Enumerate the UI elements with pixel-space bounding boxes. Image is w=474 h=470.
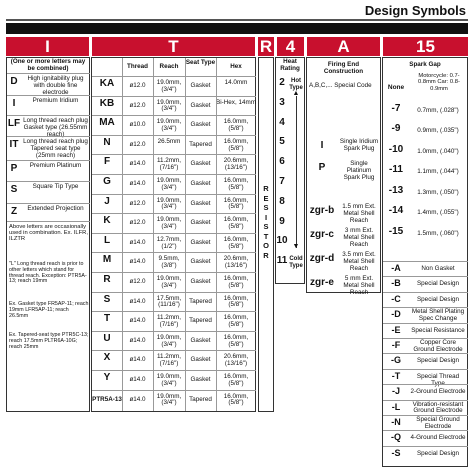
row-divider <box>92 252 256 253</box>
gap-code: -9 <box>391 123 401 134</box>
row-divider <box>92 154 256 155</box>
gap-value: 1.5mm, (.060") <box>417 229 459 237</box>
thread-code: N <box>103 136 111 148</box>
heat-value: 7 <box>279 176 285 187</box>
row-divider <box>383 323 468 324</box>
resistor-letter: I <box>264 212 268 222</box>
reach-value: 19.0mm, (3/4") <box>156 392 182 407</box>
thread-value: ø12.0 <box>129 140 146 148</box>
letter-description: Long thread reach plug Tapered seat type (25mm reach) <box>23 138 88 159</box>
reach-value: 19.0mm, (3/4") <box>156 275 182 289</box>
row-divider <box>7 221 90 222</box>
firing-description: Single Iridium Spark Plug <box>339 138 379 152</box>
thread-value: ø14.0 <box>129 258 146 266</box>
thread-code: K <box>103 215 111 227</box>
suffix-description: Special Design <box>416 449 459 457</box>
suffix-code: -E <box>391 324 401 335</box>
row-divider <box>92 370 256 371</box>
thread-code: M <box>102 254 112 266</box>
row-divider <box>383 292 468 293</box>
thread-value: ø12.0 <box>129 82 146 89</box>
thread-code: MA <box>99 117 115 129</box>
seat-value: Gasket <box>190 356 211 364</box>
row-divider <box>7 136 90 137</box>
row-divider <box>383 430 468 431</box>
note-long-thread: "L" Long thread reach is prior to other letters which stand for thread reach. Exception: PTR5A-13; reach 19mm <box>9 261 87 285</box>
thread-code: T <box>103 313 111 325</box>
gap-value: 1.4mm, (.055") <box>417 209 459 216</box>
thread-value: ø14.0 <box>129 160 146 168</box>
letter-code: P <box>10 163 18 174</box>
hot-type-label: Hot Type <box>289 78 303 91</box>
thread-code: G <box>103 176 111 187</box>
firing-code: zgr-e <box>310 277 334 288</box>
firing-code: zgr-d <box>309 253 335 264</box>
suffix-description: 4-Ground Electrode <box>410 434 466 442</box>
suffix-description: Vibration-resistant Ground Electrode <box>412 400 464 415</box>
heat-value: 2 <box>279 77 285 88</box>
reach-value: 9.5mm, (3/8") <box>158 255 180 270</box>
thread-value: ø14.0 <box>129 317 146 325</box>
resistor-letter: R <box>263 184 269 193</box>
thread-value: ø12.0 <box>129 278 146 285</box>
letter-description: Premium Platinum <box>29 162 82 169</box>
heat-value: 6 <box>279 156 285 168</box>
firing-description: 5 mm Ext. Metal Shell Reach <box>343 275 375 296</box>
letter-code: D <box>10 76 18 87</box>
thread-code: Y <box>103 372 111 383</box>
hex-value: 16.0mm, (5/8") <box>223 216 249 230</box>
suffix-description: Copper Core Ground Electrode <box>413 339 463 353</box>
reach-value: 12.7mm, (1/2") <box>156 235 182 250</box>
row-divider <box>92 96 256 97</box>
letter-description: Premium Iridium <box>32 97 79 104</box>
resistor-letter: E <box>263 193 269 203</box>
gap-code: -11 <box>389 164 403 175</box>
thread-code: X <box>103 352 111 364</box>
thread-value: ø14.0 <box>129 336 146 344</box>
hex-value: 16.0mm, (5/8") <box>223 333 249 348</box>
header-letter-A: A <box>307 37 380 56</box>
row-divider <box>7 160 90 161</box>
thread-code: PTR5A-13 <box>92 395 122 403</box>
reach-value: 19.0mm, (3/4") <box>156 333 182 348</box>
title-rule <box>6 19 468 21</box>
suffix-description: Special Resistance <box>411 326 465 334</box>
row-divider <box>92 213 256 214</box>
reach-value: 19.0mm, (3/4") <box>156 216 182 230</box>
reach-value: 11.2mm, (7/16") <box>156 314 182 328</box>
gap-code: -10 <box>388 143 404 155</box>
letter-code: I <box>12 98 16 109</box>
seat-value: Gasket <box>190 180 211 187</box>
firing-description: Single Platinum Spark Plug <box>343 160 375 181</box>
thread-value: ø14.0 <box>129 395 146 403</box>
cold-type-label: Cold Type <box>289 256 303 269</box>
hex-value: 16.0mm, (5/8") <box>223 314 249 328</box>
row-divider <box>92 390 256 391</box>
seat-value: Gasket <box>190 101 211 109</box>
header-letter-4: 4 <box>277 37 304 56</box>
row-divider <box>383 384 468 385</box>
seat-value: Gasket <box>190 238 211 246</box>
seat-value: Tapered <box>189 317 212 325</box>
firing-code: I <box>320 140 324 151</box>
column-divider <box>122 58 123 411</box>
hex-value: 16.0mm, (5/8") <box>223 137 249 152</box>
suffix-description: Special Design <box>416 295 459 303</box>
letter-code: LF <box>7 118 21 129</box>
suffix-description: Metal Shell Plating Spec Change <box>411 308 465 322</box>
reach-value: 11.2mm, (7/16") <box>156 157 182 172</box>
suffix-code: -D <box>391 309 401 320</box>
seat-value: Tapered <box>189 395 212 403</box>
suffix-description: Non Gasket <box>421 265 455 272</box>
hex-value: 16.0mm, (5/8") <box>223 275 249 289</box>
gap-value: 1.1mm, (.044") <box>417 168 459 175</box>
hex-value: 16.0mm, (5/8") <box>223 118 249 132</box>
letter-description: Long thread reach plug Gasket type (26.55mm reach) <box>23 117 88 138</box>
thread-value: ø12.0 <box>129 219 146 227</box>
heat-value: 9 <box>279 215 285 227</box>
suffix-code: -F <box>391 340 401 350</box>
row-divider <box>383 446 468 447</box>
thread-value: ø14.0 <box>129 238 146 246</box>
suffix-description: 2-Ground Electrode <box>410 388 466 396</box>
thread-value: ø14.0 <box>129 297 146 305</box>
gap-code: -15 <box>388 225 404 237</box>
heat-rating-heading: Heat Rating <box>280 58 300 72</box>
suffix-code: -C <box>391 293 401 304</box>
resistor-letter: S <box>263 203 269 212</box>
seat-value: Gasket <box>190 160 211 168</box>
note-gasket-example: Ex. Gasket type FR5AP-11; reach 19mm LFR5AP-11; reach 26.5mm <box>9 301 89 319</box>
row-divider <box>7 203 90 204</box>
firing-end-heading: Firing End Construction <box>323 61 364 75</box>
suffix-code: -J <box>391 386 400 397</box>
row-divider <box>7 95 90 96</box>
letter-description: Extended Projection <box>27 205 84 212</box>
suffix-code: -B <box>391 278 401 289</box>
seat-value: Tapered <box>189 140 212 148</box>
resistor-letter: R <box>263 250 269 260</box>
row-divider <box>383 261 468 262</box>
special-code: A,B,C,... Special Code <box>309 82 372 89</box>
reach-value: 19.0mm, (3/4") <box>156 177 182 191</box>
hex-value: 16.0mm, (5/8") <box>223 294 249 309</box>
column-divider <box>153 58 154 411</box>
row-divider <box>383 369 468 370</box>
reach-value: 17.5mm, (11/16") <box>156 294 182 309</box>
gap-value: 1.0mm, (.040") <box>417 147 459 155</box>
row-divider <box>92 331 256 332</box>
suffix-description: Special Design <box>416 357 459 365</box>
hex-value: 20.6mm, (13/16") <box>223 255 249 270</box>
thread-value: ø12.0 <box>129 101 146 109</box>
firing-description: 1.5 mm Ext. Metal Shell Reach <box>342 203 376 224</box>
reach-value: 19.0mm, (3/4") <box>156 98 182 113</box>
thread-code: S <box>103 293 111 305</box>
letter-description: High ignitability plug with double fine electrode <box>27 75 84 96</box>
arrow-up-icon: ▲ <box>292 90 300 97</box>
heat-value: 5 <box>279 136 285 148</box>
gap-code: -14 <box>388 205 404 216</box>
suffix-code: -N <box>391 417 401 427</box>
spark-gap-heading: Spark Gap <box>409 61 441 68</box>
note-combination: Above letters are occasionally used in combination. Ex. ILFR, ILZTR <box>9 224 88 243</box>
gap-code: -13 <box>388 184 404 196</box>
heat-value: 8 <box>279 195 285 207</box>
gap-code: -7 <box>391 102 401 114</box>
row-divider <box>92 135 256 136</box>
letter-column-heading: (One or more letters may be combined) <box>10 58 86 72</box>
note-tapered-example: Ex. Tapered-seat type PTR5C-13; reach 17.5mm PLTR6A-10G; reach 25mm <box>9 332 89 350</box>
seat-value: Gasket <box>190 219 211 227</box>
hex-value: 16.0mm, (5/8") <box>223 373 249 387</box>
thread-value: ø12.0 <box>129 199 146 207</box>
reach-value: 19.0mm, (3/4") <box>156 118 182 132</box>
gap-value: 1.3mm, (.050") <box>417 188 459 196</box>
row-divider <box>92 233 256 234</box>
column-divider <box>185 58 186 411</box>
seat-value: Gasket <box>190 121 211 129</box>
suffix-code: -L <box>391 401 401 412</box>
reach-value: 26.5mm <box>157 137 181 145</box>
row-divider <box>383 276 468 277</box>
row-divider <box>7 115 90 116</box>
suffix-code: -G <box>391 355 401 366</box>
hex-value: 16.0mm, (5/8") <box>223 392 249 407</box>
hex-value: 16.0mm, (5/8") <box>223 235 249 250</box>
header-letter-T: T <box>92 37 255 56</box>
thread-code: R <box>103 274 111 285</box>
row-divider <box>383 353 468 354</box>
suffix-description: Special Design <box>416 280 459 288</box>
reach-value: 19.0mm, (3/4") <box>156 196 182 211</box>
row-divider <box>92 76 256 77</box>
thread-value: ø14.0 <box>129 180 146 187</box>
row-divider <box>92 115 256 116</box>
thread-header: Thread <box>127 63 148 70</box>
column-divider <box>216 58 217 411</box>
seat-value: Tapered <box>189 297 212 305</box>
heat-value: 11 <box>276 255 288 267</box>
suffix-code: -T <box>391 370 401 381</box>
row-divider <box>92 174 256 175</box>
reach-value: 19.0mm, (3/4") <box>156 79 182 93</box>
hex-header: Hex <box>230 63 242 70</box>
header-letter-15: 15 <box>383 37 468 56</box>
hex-value: 16.0mm, (5/8") <box>223 177 249 191</box>
page-title: Design Symbols <box>364 3 466 18</box>
thread-code: L <box>103 234 111 246</box>
seat-value: Gasket <box>190 82 211 89</box>
seat-value: Gasket <box>190 278 211 285</box>
header-letter-I: I <box>6 37 89 56</box>
row-divider <box>7 73 90 74</box>
firing-code: zgr-c <box>310 229 334 240</box>
heat-value: 10 <box>276 235 288 247</box>
hex-value: 16.0mm, (5/8") <box>223 196 249 211</box>
firing-description: 3 mm Ext. Metal Shell Reach <box>343 227 375 248</box>
heat-arrow-line <box>296 96 297 248</box>
letter-description: Square Tip Type <box>32 183 79 190</box>
reach-value: 19.0mm, (3/4") <box>156 373 182 387</box>
motorcycle-car-gap: Motorcycle: 0.7-0.8mm Car: 0.8-0.9mm <box>418 73 460 92</box>
resistor-letter: T <box>263 231 269 241</box>
thread-value: ø14.0 <box>129 376 146 383</box>
heat-value: 4 <box>279 116 285 128</box>
gap-value: 0.9mm, (.035") <box>417 127 459 134</box>
letter-code: IT <box>9 139 19 150</box>
header-black-bar <box>6 23 468 34</box>
thread-code: KA <box>99 78 115 89</box>
firing-description: 3.5 mm Ext. Metal Shell Reach <box>342 251 376 272</box>
row-divider <box>92 194 256 195</box>
header-letter-R: R <box>259 37 273 56</box>
thread-code: U <box>103 332 111 344</box>
thread-code: KB <box>99 97 115 109</box>
row-divider <box>92 272 256 273</box>
firing-code: zgr-b <box>309 205 335 216</box>
row-divider <box>7 181 90 182</box>
reach-header: Reach <box>159 63 179 70</box>
hex-value: Bi-Hex, 14mm <box>216 98 256 106</box>
firing-code: P <box>318 162 326 173</box>
suffix-code: -S <box>391 447 401 458</box>
thread-code: F <box>103 156 111 168</box>
heat-value: 3 <box>279 96 285 108</box>
arrow-down-icon: ▼ <box>292 243 300 250</box>
gap-code: None <box>387 84 405 91</box>
thread-value: ø10.0 <box>129 121 146 129</box>
letter-code: Z <box>10 206 18 217</box>
reach-value: 11.2mm, (7/16") <box>156 353 182 368</box>
hex-value: 20.6mm, (13/16") <box>223 353 249 368</box>
suffix-description: Special Ground Electrode <box>416 416 460 430</box>
hex-value: 20.6mm, (13/16") <box>223 157 249 172</box>
seat-value: Gasket <box>190 336 211 344</box>
row-divider <box>92 292 256 293</box>
row-divider <box>92 311 256 312</box>
thread-code: J <box>104 195 110 207</box>
gap-value: 0.7mm, (.028") <box>417 106 459 114</box>
row-divider <box>92 350 256 351</box>
hex-value: 14.0mm <box>224 79 248 86</box>
resistor-letter: O <box>263 241 269 250</box>
seat-value: Gasket <box>190 376 211 383</box>
seat-type-header: Seat Type <box>185 59 216 66</box>
thread-value: ø14.0 <box>129 356 146 364</box>
seat-value: Gasket <box>190 258 211 266</box>
suffix-description: Special Thread Type <box>416 372 460 387</box>
letter-code: S <box>10 184 18 195</box>
seat-value: Gasket <box>190 199 211 207</box>
suffix-code: -A <box>391 263 401 273</box>
resistor-letter: S <box>263 222 269 231</box>
suffix-code: -Q <box>391 432 401 443</box>
